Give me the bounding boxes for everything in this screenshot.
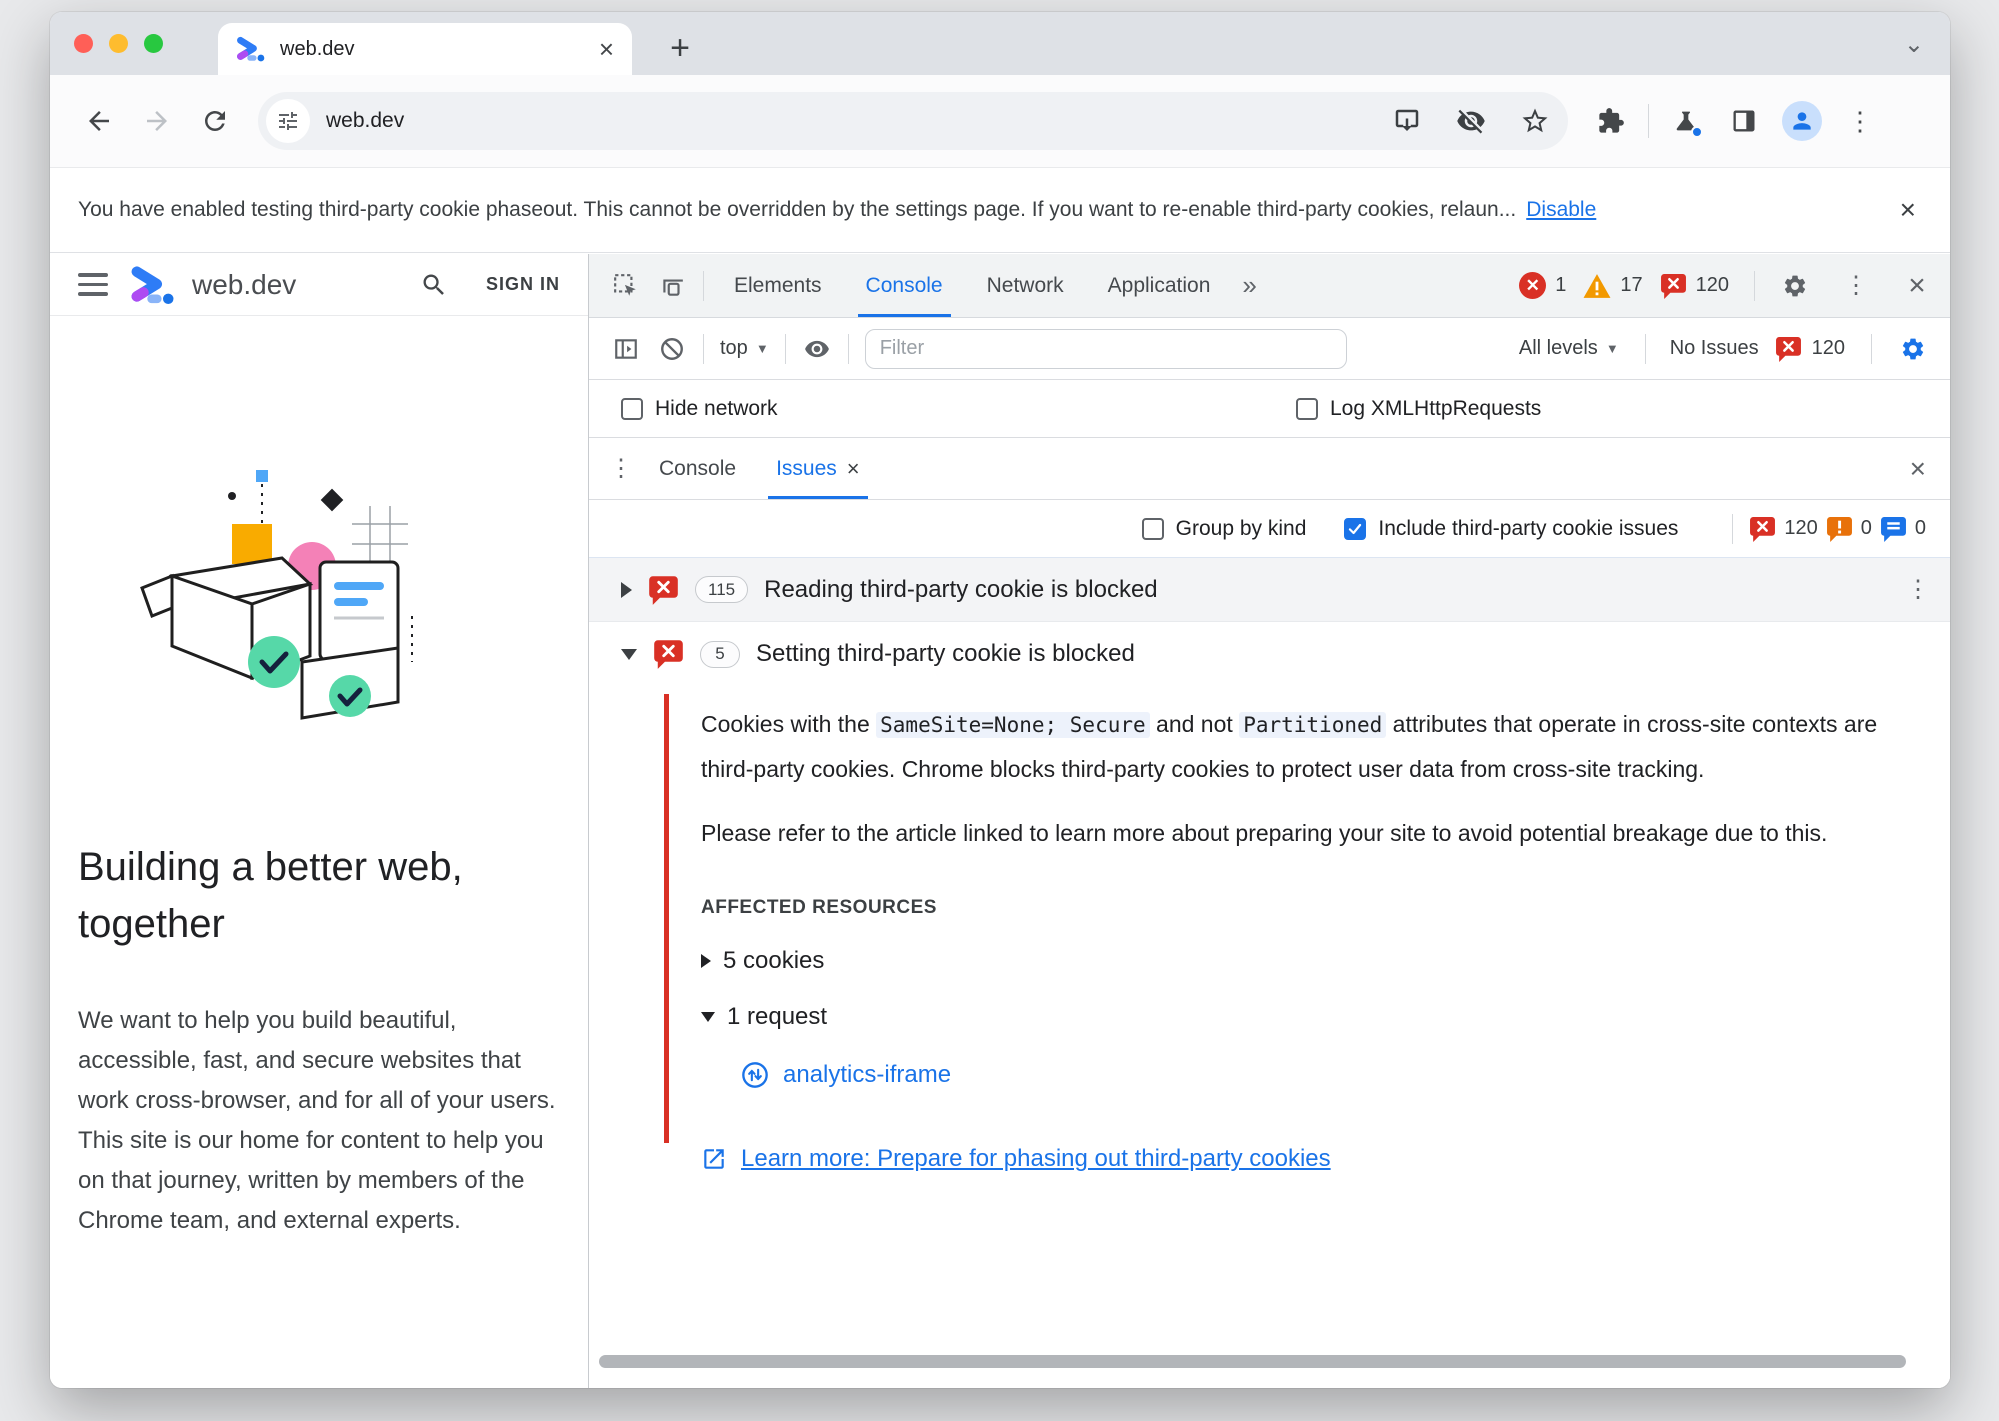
toolbar-actions [1586, 96, 1885, 146]
tab-close-icon[interactable]: × [598, 34, 614, 64]
issue-error-bubble-icon [648, 575, 679, 605]
page-paragraph: We want to help you build beautiful, accessible, fast, and secure websites that work cross-browser, and for all of your users. This site is our home for content to help you on that journey, written by members of the Chrome team, and external experts. [78, 1007, 556, 1234]
webdev-page [50, 254, 588, 1388]
drawer-close-button[interactable]: × [1909, 452, 1926, 484]
issues-toolbar-divider [1732, 514, 1733, 544]
console-toolbar-right [1511, 326, 1936, 372]
issue-row-setting[interactable] [589, 622, 1950, 686]
tab-overflow-chevron-icon[interactable]: ⌄ [1903, 31, 1924, 58]
infobar-disable-link[interactable]: Disable [1526, 198, 1597, 221]
issue-detail [589, 686, 1950, 1173]
tune-icon [276, 109, 300, 133]
issue-title: Setting third-party cookie is blocked [756, 640, 1135, 667]
issues-warning-count: 0 [1860, 517, 1872, 539]
log-levels-selector[interactable] [1511, 337, 1627, 360]
puzzle-icon [1597, 107, 1625, 135]
install-icon[interactable] [1392, 106, 1422, 136]
issue-description-text: Cookies with the [701, 711, 877, 737]
eye-off-icon[interactable] [1456, 106, 1486, 136]
devtools-panel [588, 254, 1950, 1388]
issue-count-badge: 115 [695, 576, 748, 603]
expand-triangle-icon[interactable] [701, 954, 711, 968]
drawer-tab-bar [589, 438, 1950, 500]
issues-status-label[interactable]: No Issues [1669, 337, 1759, 359]
new-tab-button[interactable]: + [670, 28, 690, 67]
window-close-button[interactable] [74, 34, 93, 53]
issues-bubble-icon[interactable] [1775, 336, 1802, 362]
tab-strip [50, 12, 1950, 75]
drawer-tab-console[interactable]: Console [659, 456, 737, 480]
issues-list [589, 558, 1950, 1388]
console-settings-button[interactable] [1890, 326, 1936, 372]
drawer-tab-close-icon[interactable]: × [846, 455, 860, 481]
devtools-status-counts [1519, 263, 1940, 309]
scrollbar-thumb[interactable] [599, 1355, 1906, 1368]
devtools-menu-button[interactable]: ⋮ [1844, 272, 1868, 299]
url-text[interactable]: web.dev [326, 109, 405, 132]
site-settings-button[interactable] [266, 99, 310, 143]
toolbar-divider [1648, 104, 1649, 138]
console-toolbar-divider [703, 334, 704, 364]
hero-illustration [102, 466, 432, 738]
gear-icon [1782, 273, 1808, 299]
profile-button[interactable] [1777, 96, 1827, 146]
drawer-tab-issues-label: Issues [776, 456, 837, 480]
inspect-cursor-icon [613, 273, 639, 299]
page-heading: Building a better web, together [78, 845, 463, 946]
site-header [50, 254, 588, 316]
issue-error-bubble-icon [653, 639, 684, 669]
tab-elements[interactable]: Elements [734, 273, 822, 297]
checkbox-unchecked-icon[interactable] [621, 398, 643, 420]
window-content [50, 254, 1950, 1388]
collapse-triangle-icon[interactable] [701, 1012, 715, 1022]
clear-icon [659, 336, 685, 362]
warning-triangle-icon[interactable] [1583, 273, 1611, 299]
request-resource[interactable] [741, 1061, 1890, 1089]
issues-warning-bubble-icon [1826, 516, 1853, 542]
issues-status-count: 120 [1811, 337, 1845, 359]
network-request-icon [741, 1061, 769, 1089]
devtools-divider [1754, 271, 1755, 301]
sidebar-toggle-icon [613, 336, 639, 362]
experiments-button[interactable] [1661, 96, 1711, 146]
hide-network-label: Hide network [655, 396, 778, 420]
checkbox-checked-icon[interactable] [1344, 518, 1366, 540]
issue-description [701, 702, 1890, 791]
sign-in-button[interactable]: SIGN IN [485, 274, 560, 294]
tab-title: web.dev [280, 37, 355, 60]
window-zoom-button[interactable] [144, 34, 163, 53]
learn-more-row [701, 1145, 1890, 1173]
include-third-party-option[interactable] [1344, 517, 1678, 541]
issues-count: 120 [1695, 274, 1729, 296]
issue-description-text: attributes that operate in cross-site contexts are third-party cookies. Chrome blocks third-party cookies to protect user data from cross-site tracking. [701, 711, 1878, 782]
reload-icon [200, 106, 230, 136]
reload-button[interactable] [186, 92, 244, 150]
devtools-tab-bar [589, 254, 1950, 318]
search-icon[interactable] [420, 271, 448, 299]
affected-request-label: 1 request [727, 1003, 828, 1030]
inspect-element-button[interactable] [603, 263, 649, 309]
expand-triangle-icon[interactable] [621, 582, 632, 598]
external-link-icon [701, 1146, 727, 1172]
context-selector[interactable] [720, 337, 769, 360]
eye-icon [804, 336, 830, 362]
address-bar[interactable] [258, 92, 1568, 150]
back-button[interactable] [70, 92, 128, 150]
bookmark-star-icon[interactable] [1520, 106, 1550, 136]
infobar-message: You have enabled testing third-party cookie phaseout. This cannot be overridden by the settings page. If you want to re-enable third-party cookies, relaun... [78, 198, 1517, 221]
infobar-close-icon[interactable]: × [1899, 194, 1916, 225]
chevron-down-icon: ▼ [1605, 341, 1619, 356]
webdev-logo-icon[interactable] [130, 265, 176, 305]
affected-request-item[interactable] [701, 1003, 1890, 1031]
issues-bubble-icon[interactable] [1660, 273, 1687, 299]
more-tabs-button[interactable]: » [1242, 270, 1257, 300]
hamburger-menu-icon[interactable] [78, 273, 108, 296]
issue-count-badge: 5 [700, 641, 740, 668]
context-label: top [720, 337, 748, 359]
console-toolbar-divider [785, 334, 786, 364]
side-panel-button[interactable] [1719, 96, 1769, 146]
person-icon [1789, 108, 1815, 134]
window-controls [74, 34, 163, 53]
include-third-party-label: Include third-party cookie issues [1378, 516, 1679, 540]
issues-info-bubble-icon [1880, 516, 1907, 542]
checkbox-unchecked-icon[interactable] [1142, 518, 1164, 540]
request-link[interactable]: analytics-iframe [783, 1061, 952, 1088]
issue-menu-button[interactable]: ⋮ [1906, 576, 1930, 603]
device-toolbar-button[interactable] [649, 263, 695, 309]
issues-error-count: 120 [1784, 517, 1818, 539]
webdev-favicon [236, 36, 266, 62]
issues-toolbar [589, 500, 1950, 558]
checkbox-unchecked-icon[interactable] [1296, 398, 1318, 420]
gear-blue-icon [1900, 336, 1926, 362]
experiments-badge [1691, 126, 1703, 138]
site-brand[interactable]: web.dev [192, 268, 297, 300]
browser-toolbar [50, 75, 1950, 168]
browser-menu-button[interactable]: ⋮ [1847, 105, 1873, 136]
error-count: 1 [1555, 274, 1567, 296]
console-sidebar-toggle[interactable] [603, 326, 649, 372]
console-toolbar-divider [1645, 334, 1646, 364]
browser-window [50, 12, 1950, 1388]
extensions-button[interactable] [1586, 96, 1636, 146]
code-partitioned: Partitioned [1239, 712, 1386, 738]
issues-counters [1749, 516, 1926, 542]
console-toolbar [589, 318, 1950, 380]
tab-application[interactable]: Application [1107, 273, 1211, 297]
back-arrow-icon [84, 106, 114, 136]
group-by-kind-option[interactable] [1142, 517, 1307, 541]
console-toolbar-divider [848, 334, 849, 364]
affected-resources-heading: AFFECTED RESOURCES [701, 897, 937, 918]
forward-arrow-icon [142, 106, 172, 136]
issue-severity-bar [664, 694, 669, 1143]
drawer-menu-button[interactable]: ⋮ [609, 455, 633, 482]
issue-description-text: and not [1149, 711, 1240, 737]
hide-network-option[interactable] [621, 380, 778, 437]
avatar [1782, 101, 1822, 141]
browser-tab[interactable] [218, 23, 632, 75]
check-icon [1347, 521, 1363, 537]
log-levels-label: All levels [1518, 337, 1598, 359]
drawer-tab-issues[interactable] [768, 438, 868, 499]
clear-console-button[interactable] [649, 326, 695, 372]
device-toolbar-icon [659, 273, 685, 299]
learn-more-link[interactable]: Learn more: Prepare for phasing out third-party cookies [741, 1145, 1331, 1172]
filter-input[interactable] [865, 329, 1347, 369]
collapse-triangle-icon[interactable] [621, 649, 637, 660]
code-samesite: SameSite=None; Secure [876, 712, 1150, 738]
tab-console[interactable]: Console [858, 254, 951, 317]
horizontal-scrollbar[interactable] [599, 1355, 1906, 1368]
devtools-settings-button[interactable] [1772, 263, 1818, 309]
issue-title: Reading third-party cookie is blocked [764, 575, 1158, 603]
devtools-divider [703, 271, 704, 301]
log-xhr-label: Log XMLHttpRequests [1330, 396, 1542, 420]
issue-row-reading[interactable] [589, 558, 1950, 622]
live-expression-button[interactable] [794, 326, 840, 372]
tab-network[interactable]: Network [986, 273, 1064, 297]
console-options-row [589, 380, 1950, 438]
forward-button[interactable] [128, 92, 186, 150]
error-count-icon[interactable]: ✕ [1519, 272, 1546, 299]
window-minimize-button[interactable] [109, 34, 128, 53]
side-panel-icon [1730, 107, 1758, 135]
affected-cookies-label: 5 cookies [723, 947, 825, 974]
console-toolbar-divider [1871, 334, 1872, 364]
devtools-close-button[interactable]: × [1908, 268, 1926, 302]
warning-count: 17 [1620, 274, 1643, 296]
issues-error-bubble-icon [1749, 516, 1776, 542]
affected-cookies-item[interactable] [701, 947, 1890, 975]
chevron-down-icon: ▼ [755, 341, 769, 356]
issue-description-2: Please refer to the article linked to learn more about preparing your site to avoid potential breakage due to this. [701, 820, 1828, 846]
cookie-phaseout-infobar [50, 168, 1950, 253]
issues-info-count: 0 [1914, 517, 1926, 539]
group-by-kind-label: Group by kind [1175, 516, 1307, 540]
log-xhr-option[interactable] [1296, 380, 1541, 437]
